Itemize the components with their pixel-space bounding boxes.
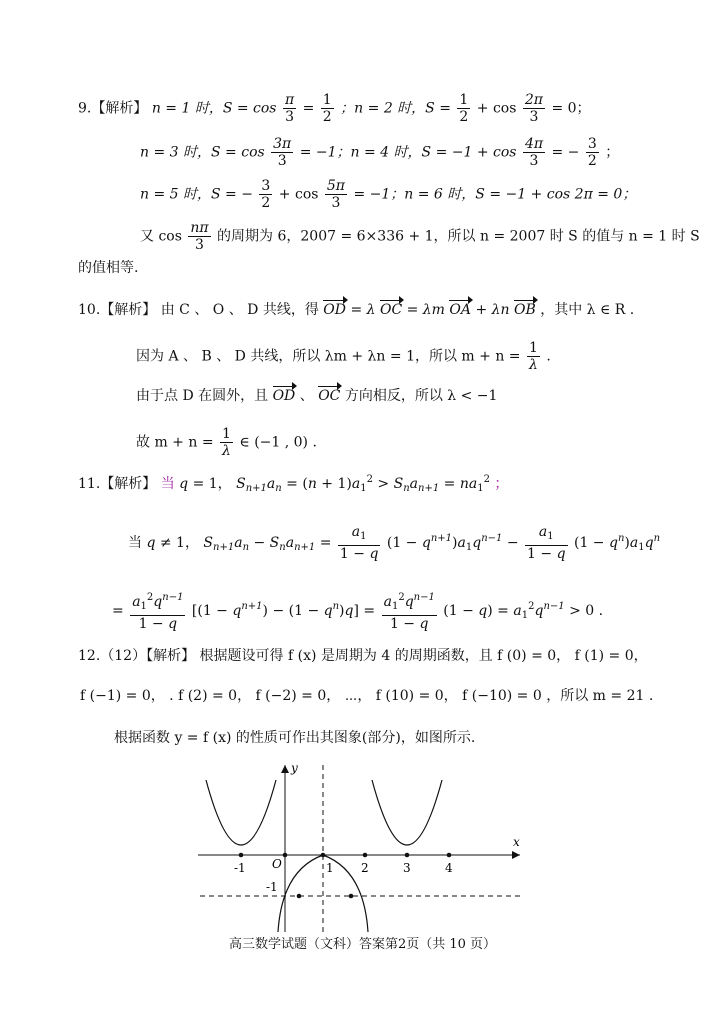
tick-label-4: 4	[445, 861, 453, 875]
tick-label-neg1: -1	[234, 861, 246, 875]
q12-row3: 根据函数 y = f (x) 的性质可作出其图象(部分)，如图所示.	[114, 730, 476, 746]
y-axis-arrow	[281, 765, 289, 773]
y-axis-label: y	[291, 761, 298, 775]
q10-row2: 因为 A 、 B 、 D 共线，所以 λm + λn = 1，所以 m + n = $\frac{1}{\lambda}$ .	[136, 340, 551, 373]
q10-row4: 故 m + n = $\frac{1}{\lambda}$ ∈ (−1 , 0) .	[136, 426, 317, 459]
q11-row3: = $\frac{a_1^2q^{n-1}}{1 - q}$ $[(1 - q^{n+1}) - (1 - q^n)q]$ = $\frac{a_1^2q^{n-1}}{1 - q}$ $(1 - q) = a_1^2q^{n-1} > 0$ .	[112, 592, 604, 632]
x-axis-label: x	[513, 835, 520, 849]
point-neg1-0	[239, 853, 244, 858]
tick-label-3: 3	[403, 861, 411, 875]
point-left-minus1	[297, 894, 302, 899]
q10-row3: 由于点 D 在圆外，且 OD 、 OC 方向相反，所以 λ < −1	[136, 388, 498, 404]
point-2-0	[363, 853, 368, 858]
q12-row1: 12.（12）【解析】 根据题设可得 f (x) 是周期为 4 的周期函数，且 f (0) = 0， f (1) = 0，	[78, 648, 648, 664]
point-origin	[283, 853, 288, 858]
q9-row5: 的值相等.	[78, 260, 139, 276]
q9-label: 9.【解析】	[78, 100, 148, 117]
q11-label: 11.【解析】	[78, 476, 157, 492]
point-4-0	[447, 853, 452, 858]
curve-right-up	[372, 780, 442, 845]
point-3-0	[405, 853, 410, 858]
x-axis-arrow	[512, 851, 520, 859]
tick-label-1: 1	[326, 861, 334, 875]
q12-label: 12.（12）【解析】	[78, 648, 196, 664]
tick-label-2: 2	[361, 861, 369, 875]
q9-row1: 9.【解析】 n = 1 时，S = cos $\frac{\pi}{3}$ = $\frac{1}{2}$ ；n = 2 时，S = $\frac{1}{2}$ + cos $\frac{2\pi}{3}$ = 0；	[78, 92, 591, 125]
curve-left-up	[206, 780, 276, 845]
q11-row1: 11.【解析】 当 q = 1， $S_{n+1}a_n = (n + 1)a_1^2 > S_na_{n+1} = na_1^2$ ；	[78, 474, 509, 494]
function-graph	[190, 760, 530, 935]
point-1-0	[321, 853, 326, 858]
q12-row2: f (−1) = 0， . f (2) = 0， f (−2) = 0， ⋯， f (10) = 0， f (−10) = 0 ，所以 m = 21 .	[80, 688, 654, 704]
q9-row4: 又 cos $\frac{n\pi}{3}$ 的周期为 6，2007 = 6×336 + 1，所以 n = 2007 时 S 的值与 n = 1 时 S	[140, 220, 700, 253]
origin-label: O	[272, 857, 282, 871]
q9-row3: n = 5 时，S = − $\frac{3}{2}$ + cos $\frac{5\pi}{3}$ = −1；n = 6 时，S = −1 + cos 2π = 0；	[140, 178, 637, 211]
point-right-minus1	[349, 894, 354, 899]
page-footer: 高三数学试题（文科）答案第2页（共 10 页）	[228, 937, 497, 952]
q10-row1: 10.【解析】 由 C 、 O 、 D 共线，得 OD = λ OC = λm OA + λn OB ，其中 λ ∈ R .	[78, 302, 635, 318]
q11-row2: 当 q ≠ 1， $S_{n+1}a_n - S_na_{n+1}$ = $\frac{a_1}{1 - q}$ $(1 - q^{n+1})a_1q^{n-1}$ − $\frac{a_1}{1 - q}$ $(1 - q^n)a_1q^n$	[128, 524, 661, 562]
q9-row2: n = 3 时，S = cos $\frac{3\pi}{3}$ = −1；n = 4 时，S = −1 + cos $\frac{4\pi}{3}$ = − $\frac{3}{2}$ ；	[140, 136, 620, 169]
y-tick-label-neg1: -1	[266, 880, 278, 894]
q10-label: 10.【解析】	[78, 302, 157, 318]
